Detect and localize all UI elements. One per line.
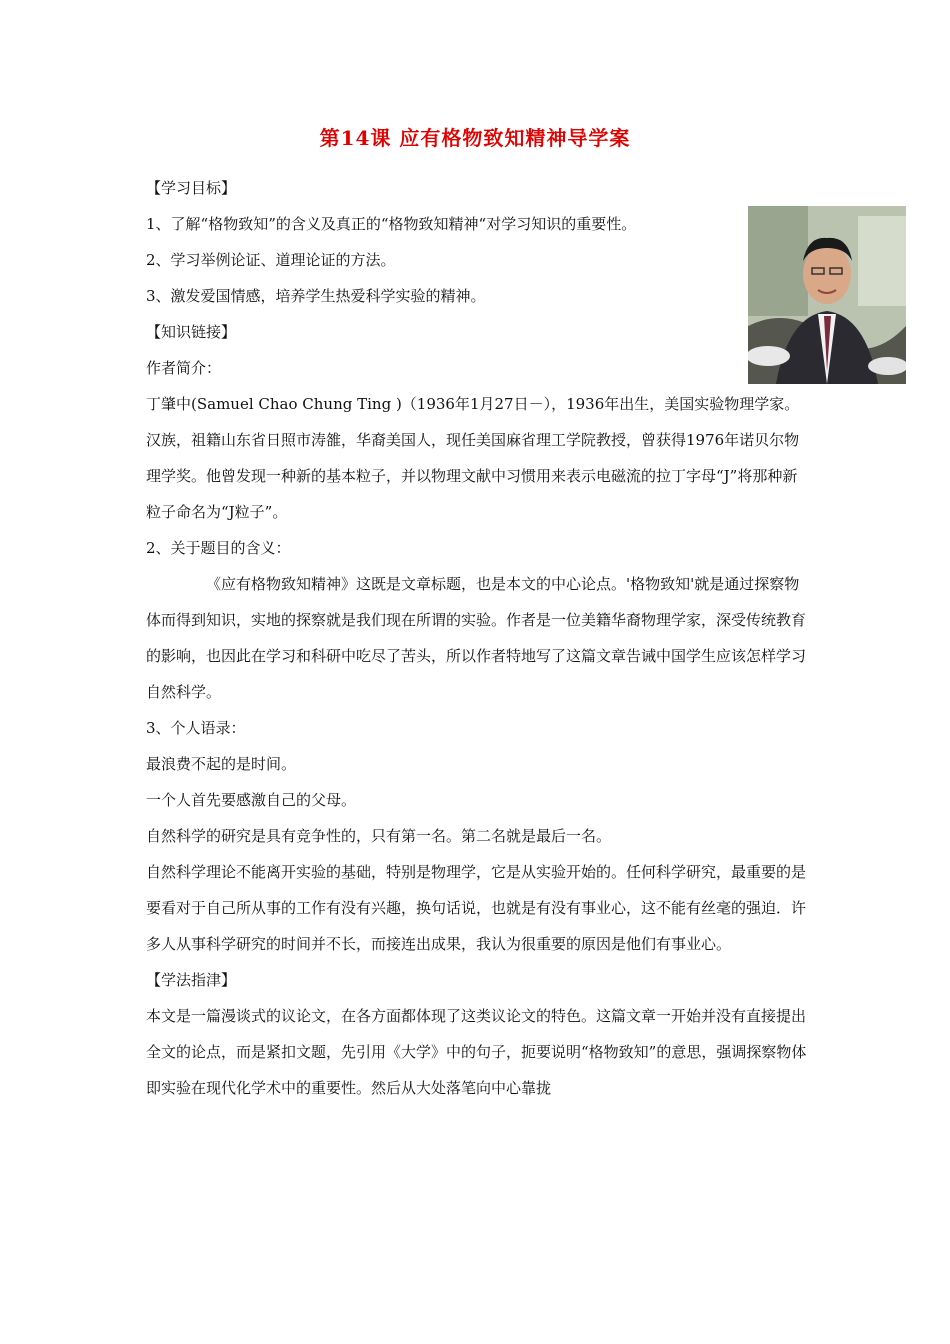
goals-heading: 【学习目标】	[146, 179, 237, 197]
knowledge-heading: 【知识链接】	[146, 323, 237, 341]
page-title: 第14课 应有格物致知精神导学案	[319, 126, 631, 150]
author-intro-label: 作者简介：	[146, 359, 222, 377]
title-meaning-label: 2、关于题目的含义：	[146, 539, 291, 557]
author-intro-text: 丁肇中(Samuel Chao Chung Ting )（1936年1月27日－），1936年出生，美国实验物理学家。汉族，祖籍山东省日照市涛雒，华裔美国人，现任美国麻省理工学院教授，曾获得1976年诺贝尔物理学奖。他曾发现一种新的基本粒子，并以物理文献中习惯用来表示电磁流的拉丁字母“J”将那种新粒子命名为“J粒子”。	[146, 395, 800, 521]
goal-item: 2、学习举例论证、道理论证的方法。	[146, 251, 396, 269]
goal-item: 3、激发爱国情感，培养学生热爱科学实验的精神。	[146, 287, 486, 305]
quote-item: 一个人首先要感激自己的父母。	[146, 791, 357, 809]
quote-item: 最浪费不起的是时间。	[146, 755, 297, 773]
document-body	[146, 170, 808, 1106]
method-text: 本文是一篇漫谈式的议论文，在各方面都体现了这类议论文的特色。这篇文章一开始并没有直接提出全文的论点，而是紧扣文题，先引用《大学》中的句子，扼要说明“格物致知”的意思，强调探察物体即实验在现代化学术中的重要性。然后从大处落笔向中心靠拢	[146, 1007, 807, 1097]
goal-item: 1、了解“格物致知”的含义及真正的“格物致知精神“对学习知识的重要性。	[146, 215, 637, 233]
quotes-label: 3、个人语录：	[146, 719, 246, 737]
method-heading: 【学法指津】	[146, 971, 237, 989]
quote-item: 自然科学理论不能离开实验的基础，特别是物理学，它是从实验开始的。任何科学研究，最重要的是要看对于自己所从事的工作有没有兴趣，换句话说，也就是有没有事业心，这不能有丝毫的强迫．许多人从事科学研究的时间并不长，而接连出成果，我认为很重要的原因是他们有事业心。	[146, 863, 807, 953]
quote-item: 自然科学的研究是具有竞争性的，只有第一名。第二名就是最后一名。	[146, 827, 612, 845]
title-meaning-text: 《应有格物致知精神》这既是文章标题，也是本文的中心论点。'格物致知'就是通过探察物体而得到知识，实地的探察就是我们现在所谓的实验。作者是一位美籍华裔物理学家，深受传统教育的影响，也因此在学习和科研中吃尽了苦头，所以作者特地写了这篇文章告诫中国学生应该怎样学习自然科学。	[146, 575, 807, 701]
